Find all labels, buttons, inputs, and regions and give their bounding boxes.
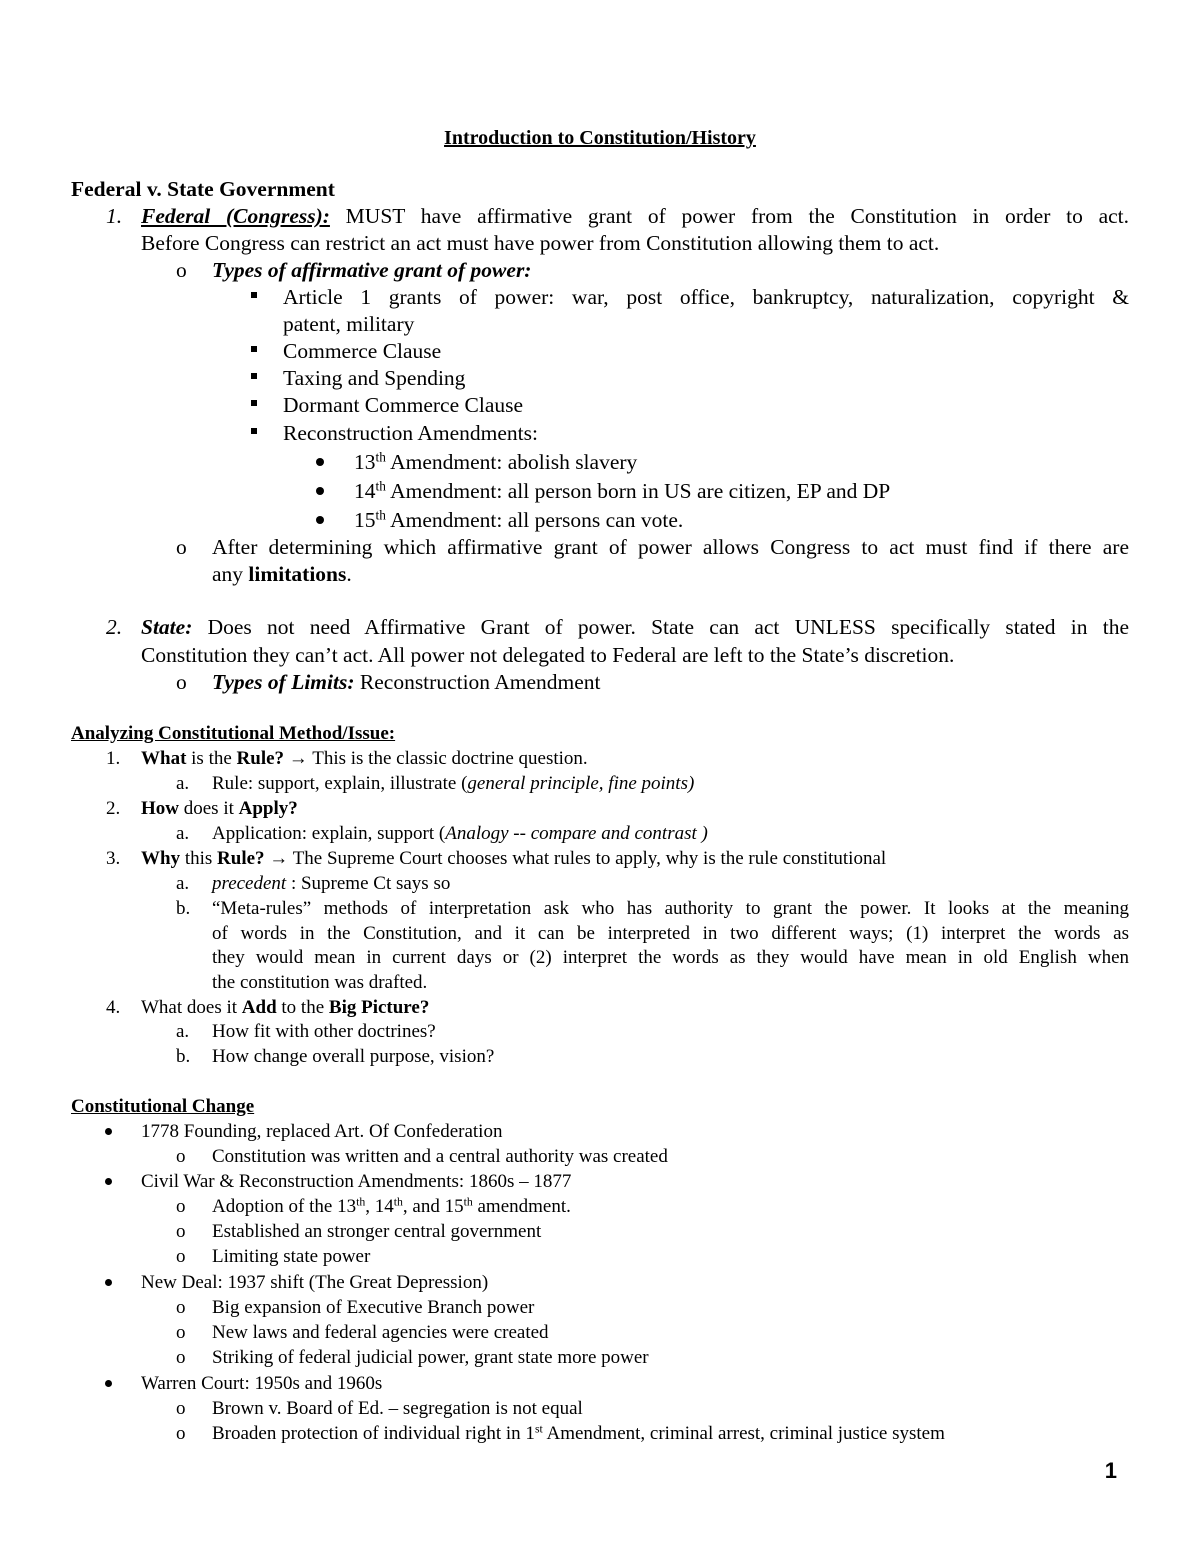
text-fragment: Rule: support, explain, illustrate ( bbox=[212, 773, 468, 794]
list-number-2: 2. bbox=[106, 798, 121, 819]
sub-marker: o bbox=[176, 1221, 186, 1242]
square-bullet-icon bbox=[251, 373, 257, 379]
text-fragment: Big Picture? bbox=[328, 997, 430, 1018]
text-fragment: What bbox=[141, 748, 187, 769]
text-fragment: Amendment, criminal arrest, criminal justice system bbox=[542, 1423, 945, 1444]
state-label: State: bbox=[141, 615, 193, 639]
fit-doctrines: How fit with other doctrines? bbox=[212, 1021, 436, 1042]
sub-marker: o bbox=[176, 258, 187, 282]
new-deal-sub1: Big expansion of Executive Branch power bbox=[212, 1297, 535, 1318]
amendment-15-text: Amendment: all persons can vote. bbox=[390, 508, 684, 532]
types-affirmative-label: Types of affirmative grant of power: bbox=[212, 258, 532, 282]
sub-marker: o bbox=[176, 535, 187, 559]
text-fragment: , 14 bbox=[365, 1196, 394, 1217]
list-letter-a: a. bbox=[176, 773, 190, 794]
federal-paragraph-line2: Before Congress can restrict an act must have power from Constitution allowing them to act. bbox=[141, 231, 940, 255]
list-number-1: 1. bbox=[106, 748, 121, 769]
text-fragment: is the bbox=[186, 748, 237, 769]
list-number-2: 2. bbox=[106, 615, 123, 639]
taxing-spending: Taxing and Spending bbox=[283, 366, 466, 390]
text-fragment: to the bbox=[276, 997, 329, 1018]
list-letter-b: b. bbox=[176, 1046, 191, 1067]
article1-line1: Article 1 grants of power: war, post office, bankruptcy, naturalization, copyright & bbox=[283, 285, 1129, 309]
amendment-13 bbox=[354, 449, 637, 476]
warren-court-item: Warren Court: 1950s and 1960s bbox=[141, 1373, 383, 1394]
text-fragment: amendment. bbox=[472, 1196, 571, 1217]
list-letter-a: a. bbox=[176, 823, 190, 844]
precedent-detail bbox=[212, 871, 450, 896]
sub-marker: o bbox=[176, 1398, 186, 1419]
list-letter-a: a. bbox=[176, 1021, 190, 1042]
text-fragment: general principle, fine points) bbox=[467, 773, 695, 794]
amendment-15 bbox=[354, 507, 683, 534]
meta-rules-line4: the constitution was drafted. bbox=[212, 972, 428, 993]
text-fragment: How bbox=[141, 798, 179, 819]
round-bullet-icon bbox=[105, 1380, 112, 1387]
list-number-1: 1. bbox=[106, 204, 123, 228]
founding-item: 1778 Founding, replaced Art. Of Confederation bbox=[141, 1121, 503, 1142]
question-why-rule bbox=[141, 846, 886, 871]
round-bullet-icon bbox=[105, 1128, 112, 1135]
after-determining-line2 bbox=[212, 561, 352, 588]
section-heading-analyzing: Analyzing Constitutional Method/Issue: bbox=[71, 723, 396, 744]
meta-rules-line1: “Meta-rules” methods of interpretation ask who has authority to grant the power. It looks at the meaning bbox=[212, 898, 1129, 919]
round-bullet-icon bbox=[316, 487, 324, 495]
ordinal-suffix: st bbox=[534, 1422, 543, 1436]
text-fragment: Broaden protection of individual right in 1 bbox=[212, 1423, 535, 1444]
text-fragment: any bbox=[212, 562, 249, 586]
list-number-4: 4. bbox=[106, 997, 121, 1018]
text-fragment: Rule? bbox=[236, 748, 285, 769]
page-title: Introduction to Constitution/History bbox=[444, 127, 756, 149]
text-fragment: . bbox=[346, 562, 352, 586]
ordinal-suffix: th bbox=[463, 1195, 473, 1209]
round-bullet-icon bbox=[316, 458, 324, 466]
federal-label: Federal (Congress): bbox=[141, 204, 330, 228]
sub-marker: o bbox=[176, 1347, 186, 1368]
ordinal-suffix: th bbox=[375, 507, 386, 523]
text-fragment: : Supreme Ct says so bbox=[286, 873, 451, 894]
meta-rules-line3: they would mean in current days or (2) interpret the words as they would have mean in old English when bbox=[212, 947, 1129, 968]
text-fragment: Application: explain, support ( bbox=[212, 823, 446, 844]
text-fragment: This is the classic doctrine question. bbox=[312, 748, 588, 769]
list-letter-a: a. bbox=[176, 873, 190, 894]
text-fragment: What does it bbox=[141, 997, 242, 1018]
civil-war-sub3: Limiting state power bbox=[212, 1246, 371, 1267]
text-fragment: Why bbox=[141, 848, 181, 869]
text-fragment: The Supreme Court chooses what rules to apply, why is the rule constitutional bbox=[288, 848, 887, 869]
after-determining-line1: After determining which affirmative grant of power allows Congress to act must find if there are bbox=[212, 535, 1129, 559]
round-bullet-icon bbox=[105, 1178, 112, 1185]
meta-rules-line2: of words in the Constitution, and it can be interpreted in two different ways; (1) interpret the words as bbox=[212, 923, 1129, 944]
text-fragment: , and 15 bbox=[402, 1196, 464, 1217]
civil-war-sub2: Established an stronger central government bbox=[212, 1221, 542, 1242]
commerce-clause: Commerce Clause bbox=[283, 339, 442, 363]
amendment-14-text: Amendment: all person born in US are citizen, EP and DP bbox=[390, 479, 891, 503]
civil-war-item: Civil War & Reconstruction Amendments: 1860s – 1877 bbox=[141, 1171, 572, 1192]
text-fragment: Adoption of the 13 bbox=[212, 1196, 357, 1217]
sub-marker: o bbox=[176, 670, 187, 694]
state-paragraph-line2: Constitution they can’t act. All power not delegated to Federal are left to the State’s discretion. bbox=[141, 643, 955, 667]
ordinal-suffix: th bbox=[375, 449, 386, 465]
ordinal-suffix: th bbox=[356, 1195, 366, 1209]
amendment-14 bbox=[354, 478, 890, 505]
section-heading-federal-state: Federal v. State Government bbox=[71, 177, 335, 201]
text-fragment: Analogy -- compare and contrast ) bbox=[445, 823, 708, 844]
warren-court-sub1: Brown v. Board of Ed. – segregation is not equal bbox=[212, 1398, 583, 1419]
types-of-limits-label: Types of Limits: bbox=[212, 670, 355, 694]
types-of-limits-text: Reconstruction Amendment bbox=[354, 670, 601, 694]
federal-text: MUST have affirmative grant of power from the Constitution in order to act. bbox=[329, 204, 1130, 228]
civil-war-sub1 bbox=[212, 1194, 571, 1219]
dormant-commerce: Dormant Commerce Clause bbox=[283, 393, 524, 417]
text-fragment: precedent bbox=[212, 873, 287, 894]
text-fragment: this bbox=[180, 848, 218, 869]
square-bullet-icon bbox=[251, 400, 257, 406]
rule-detail bbox=[212, 771, 694, 796]
question-what-rule bbox=[141, 746, 588, 771]
question-big-picture bbox=[141, 995, 429, 1020]
text-fragment: Rule? → bbox=[217, 848, 289, 869]
state-text: Does not need Affirmative Grant of power. State can act UNLESS specifically stated in the bbox=[192, 615, 1129, 639]
new-deal-sub2: New laws and federal agencies were created bbox=[212, 1322, 549, 1343]
warren-court-sub2 bbox=[212, 1421, 945, 1446]
text-fragment: Apply? bbox=[238, 798, 298, 819]
sub-marker: o bbox=[176, 1423, 186, 1444]
text-fragment: does it bbox=[179, 798, 239, 819]
list-letter-b: b. bbox=[176, 898, 191, 919]
limitations-word: limitations bbox=[248, 562, 347, 586]
text-fragment: Add bbox=[241, 997, 277, 1018]
application-detail bbox=[212, 821, 708, 846]
amendment-14-number: 14 bbox=[354, 479, 376, 503]
founding-sub1: Constitution was written and a central authority was created bbox=[212, 1146, 668, 1167]
arrow-right-icon: → bbox=[284, 748, 313, 769]
ordinal-suffix: th bbox=[375, 478, 386, 494]
sub-marker: o bbox=[176, 1146, 186, 1167]
square-bullet-icon bbox=[251, 428, 257, 434]
page-number: 1 bbox=[1104, 1458, 1117, 1483]
square-bullet-icon bbox=[251, 346, 257, 352]
types-of-limits bbox=[212, 669, 601, 696]
sub-marker: o bbox=[176, 1196, 186, 1217]
sub-marker: o bbox=[176, 1246, 186, 1267]
change-purpose: How change overall purpose, vision? bbox=[212, 1046, 495, 1067]
square-bullet-icon bbox=[251, 292, 257, 298]
question-how-apply bbox=[141, 796, 298, 821]
round-bullet-icon bbox=[316, 516, 324, 524]
sub-marker: o bbox=[176, 1322, 186, 1343]
state-paragraph-line1 bbox=[141, 614, 1129, 641]
ordinal-suffix: th bbox=[393, 1195, 403, 1209]
amendment-15-number: 15 bbox=[354, 508, 376, 532]
reconstruction-amendments: Reconstruction Amendments: bbox=[283, 421, 538, 445]
federal-paragraph-line1 bbox=[141, 203, 1129, 230]
sub-marker: o bbox=[176, 1297, 186, 1318]
new-deal-sub3: Striking of federal judicial power, grant state more power bbox=[212, 1347, 649, 1368]
section-heading-change: Constitutional Change bbox=[71, 1096, 255, 1117]
round-bullet-icon bbox=[105, 1279, 112, 1286]
amendment-13-number: 13 bbox=[354, 450, 376, 474]
list-number-3: 3. bbox=[106, 848, 121, 869]
article1-line2: patent, military bbox=[283, 312, 415, 336]
amendment-13-text: Amendment: abolish slavery bbox=[390, 450, 638, 474]
new-deal-item: New Deal: 1937 shift (The Great Depression) bbox=[141, 1272, 489, 1293]
